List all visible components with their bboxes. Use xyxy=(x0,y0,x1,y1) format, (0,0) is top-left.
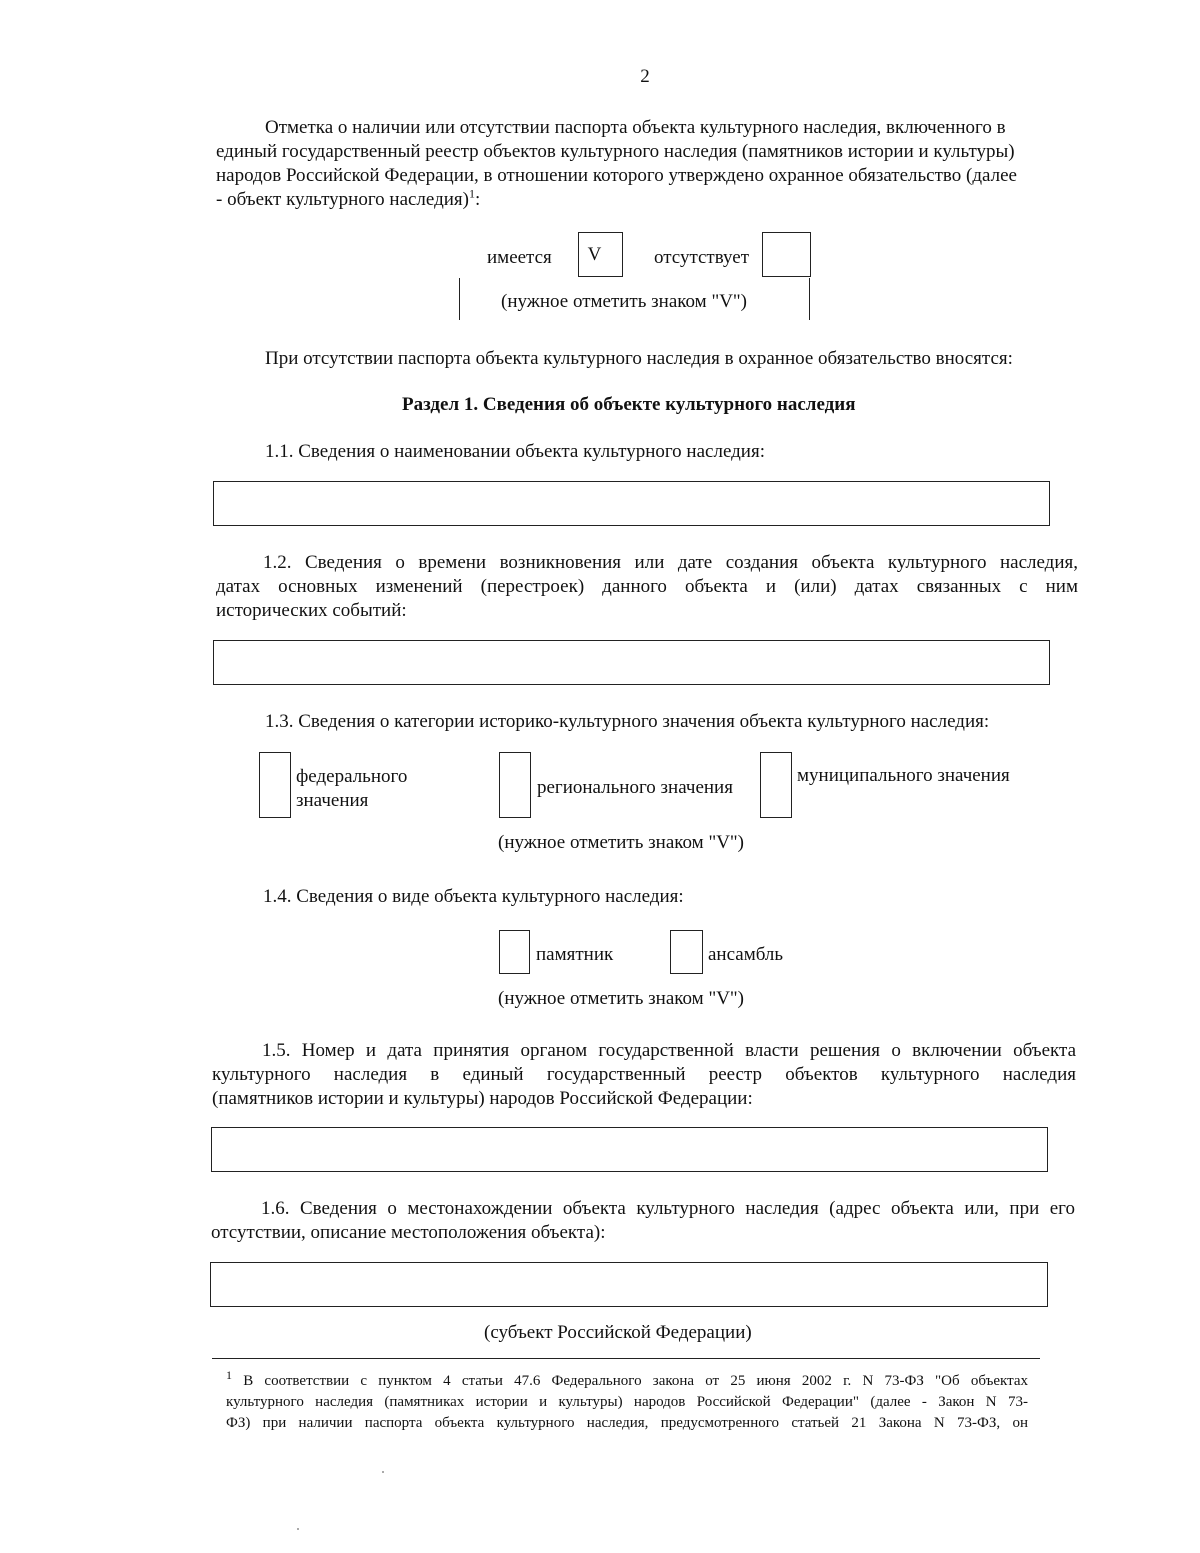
option-absent-label: отсутствует xyxy=(654,247,750,268)
intro-paragraph xyxy=(216,116,1080,212)
item-1-6-field[interactable] xyxy=(210,1262,1048,1307)
item-1-3-label: 1.3. Сведения о категории историко-культурного значения объекта культурного наследия: xyxy=(265,711,990,732)
item-1-2-field[interactable] xyxy=(213,640,1050,685)
item-1-5-line: 1.5. Номер и дата принятия органом государственной власти решения о включении объекта xyxy=(262,1040,1076,1061)
checkbox-absent[interactable] xyxy=(762,232,811,277)
item-1-2-line: исторических событий: xyxy=(216,600,407,621)
footnote xyxy=(226,1368,1029,1434)
check-mark: V xyxy=(587,244,602,265)
item-1-4-hint: (нужное отметить знаком "V") xyxy=(498,988,744,1009)
bracket-left xyxy=(459,278,460,320)
section-title: Раздел 1. Сведения об объекте культурного наследия xyxy=(402,394,856,415)
passport-hint: (нужное отметить знаком "V") xyxy=(501,291,747,312)
item-1-3-hint: (нужное отметить знаком "V") xyxy=(498,832,744,853)
intro-line: народов Российской Федерации, в отношении которого утверждено охранное обязательство (далее xyxy=(216,165,1017,186)
item-1-2-paragraph xyxy=(216,551,1078,623)
checkbox-municipal[interactable] xyxy=(760,752,792,818)
item-1-6-caption: (субъект Российской Федерации) xyxy=(484,1322,752,1343)
page-number: 2 xyxy=(640,66,650,87)
checkbox-ensemble[interactable] xyxy=(670,930,703,974)
checkbox-present[interactable] xyxy=(578,232,623,277)
scan-speck xyxy=(297,1528,299,1530)
intro-line: единый государственный реестр объектов культурного наследия (памятников истории и культуры) xyxy=(216,141,1015,162)
footnote-marker: 1 xyxy=(226,1368,232,1382)
footnote-line: $^1$ В соответствии с пунктом 4 статьи 47.6 Федерального закона от 25 июня 2002 г. N 73-ФЗ "Об объектах xyxy=(226,1368,1029,1389)
item-1-1-label: 1.1. Сведения о наименовании объекта культурного наследия: xyxy=(265,441,765,462)
option-regional-label: регионального значения xyxy=(537,777,733,798)
item-1-5-field[interactable] xyxy=(211,1127,1048,1172)
item-1-6-paragraph xyxy=(211,1197,1075,1245)
absence-note: При отсутствии паспорта объекта культурного наследия в охранное обязательство вносятся: xyxy=(265,348,1013,369)
item-1-5-paragraph xyxy=(212,1039,1076,1111)
checkbox-federal[interactable] xyxy=(259,752,291,818)
footnote-separator xyxy=(212,1358,1040,1359)
scan-speck xyxy=(382,1471,384,1473)
option-monument-label: памятник xyxy=(536,944,614,965)
item-1-4-label: 1.4. Сведения о виде объекта культурного наследия: xyxy=(263,886,684,907)
item-1-1-field[interactable] xyxy=(213,481,1050,526)
checkbox-monument[interactable] xyxy=(499,930,530,974)
item-1-5-line: (памятников истории и культуры) народов Российской Федерации: xyxy=(212,1088,753,1109)
option-present-label: имеется xyxy=(487,247,552,268)
footnote-line: культурного наследия (памятниках истории и культуры) народов Российской Федерации" (далее - Закон N 73- xyxy=(226,1394,1028,1410)
intro-line: Отметка о наличии или отсутствии паспорта объекта культурного наследия, включенного в xyxy=(265,117,1006,138)
footnote-ref[interactable]: 1 xyxy=(469,186,476,201)
intro-line-last: - объект культурного наследия)$^1$: xyxy=(216,186,481,210)
option-municipal-label: муниципального значения xyxy=(797,765,1010,786)
option-federal-label: федерального значения xyxy=(296,766,408,811)
option-ensemble-label: ансамбль xyxy=(708,944,784,965)
item-1-6-line: отсутствии, описание местоположения объекта): xyxy=(211,1222,606,1243)
footnote-line: ФЗ) при наличии паспорта объекта культурного наследия, предусмотренного статьей 21 Закона N 73-ФЗ, он xyxy=(226,1415,1028,1431)
item-1-5-line: культурного наследия в единый государственный реестр объектов культурного наследия xyxy=(212,1064,1076,1085)
item-1-6-line: 1.6. Сведения о местонахождении объекта культурного наследия (адрес объекта или, при его xyxy=(261,1198,1075,1219)
item-1-2-line: датах основных изменений (перестроек) данного объекта и (или) датах связанных с ним xyxy=(216,576,1078,597)
checkbox-regional[interactable] xyxy=(499,752,531,818)
bracket-right xyxy=(809,278,810,320)
item-1-2-line: 1.2. Сведения о времени возникновения или дате создания объекта культурного наследия, xyxy=(263,552,1078,573)
